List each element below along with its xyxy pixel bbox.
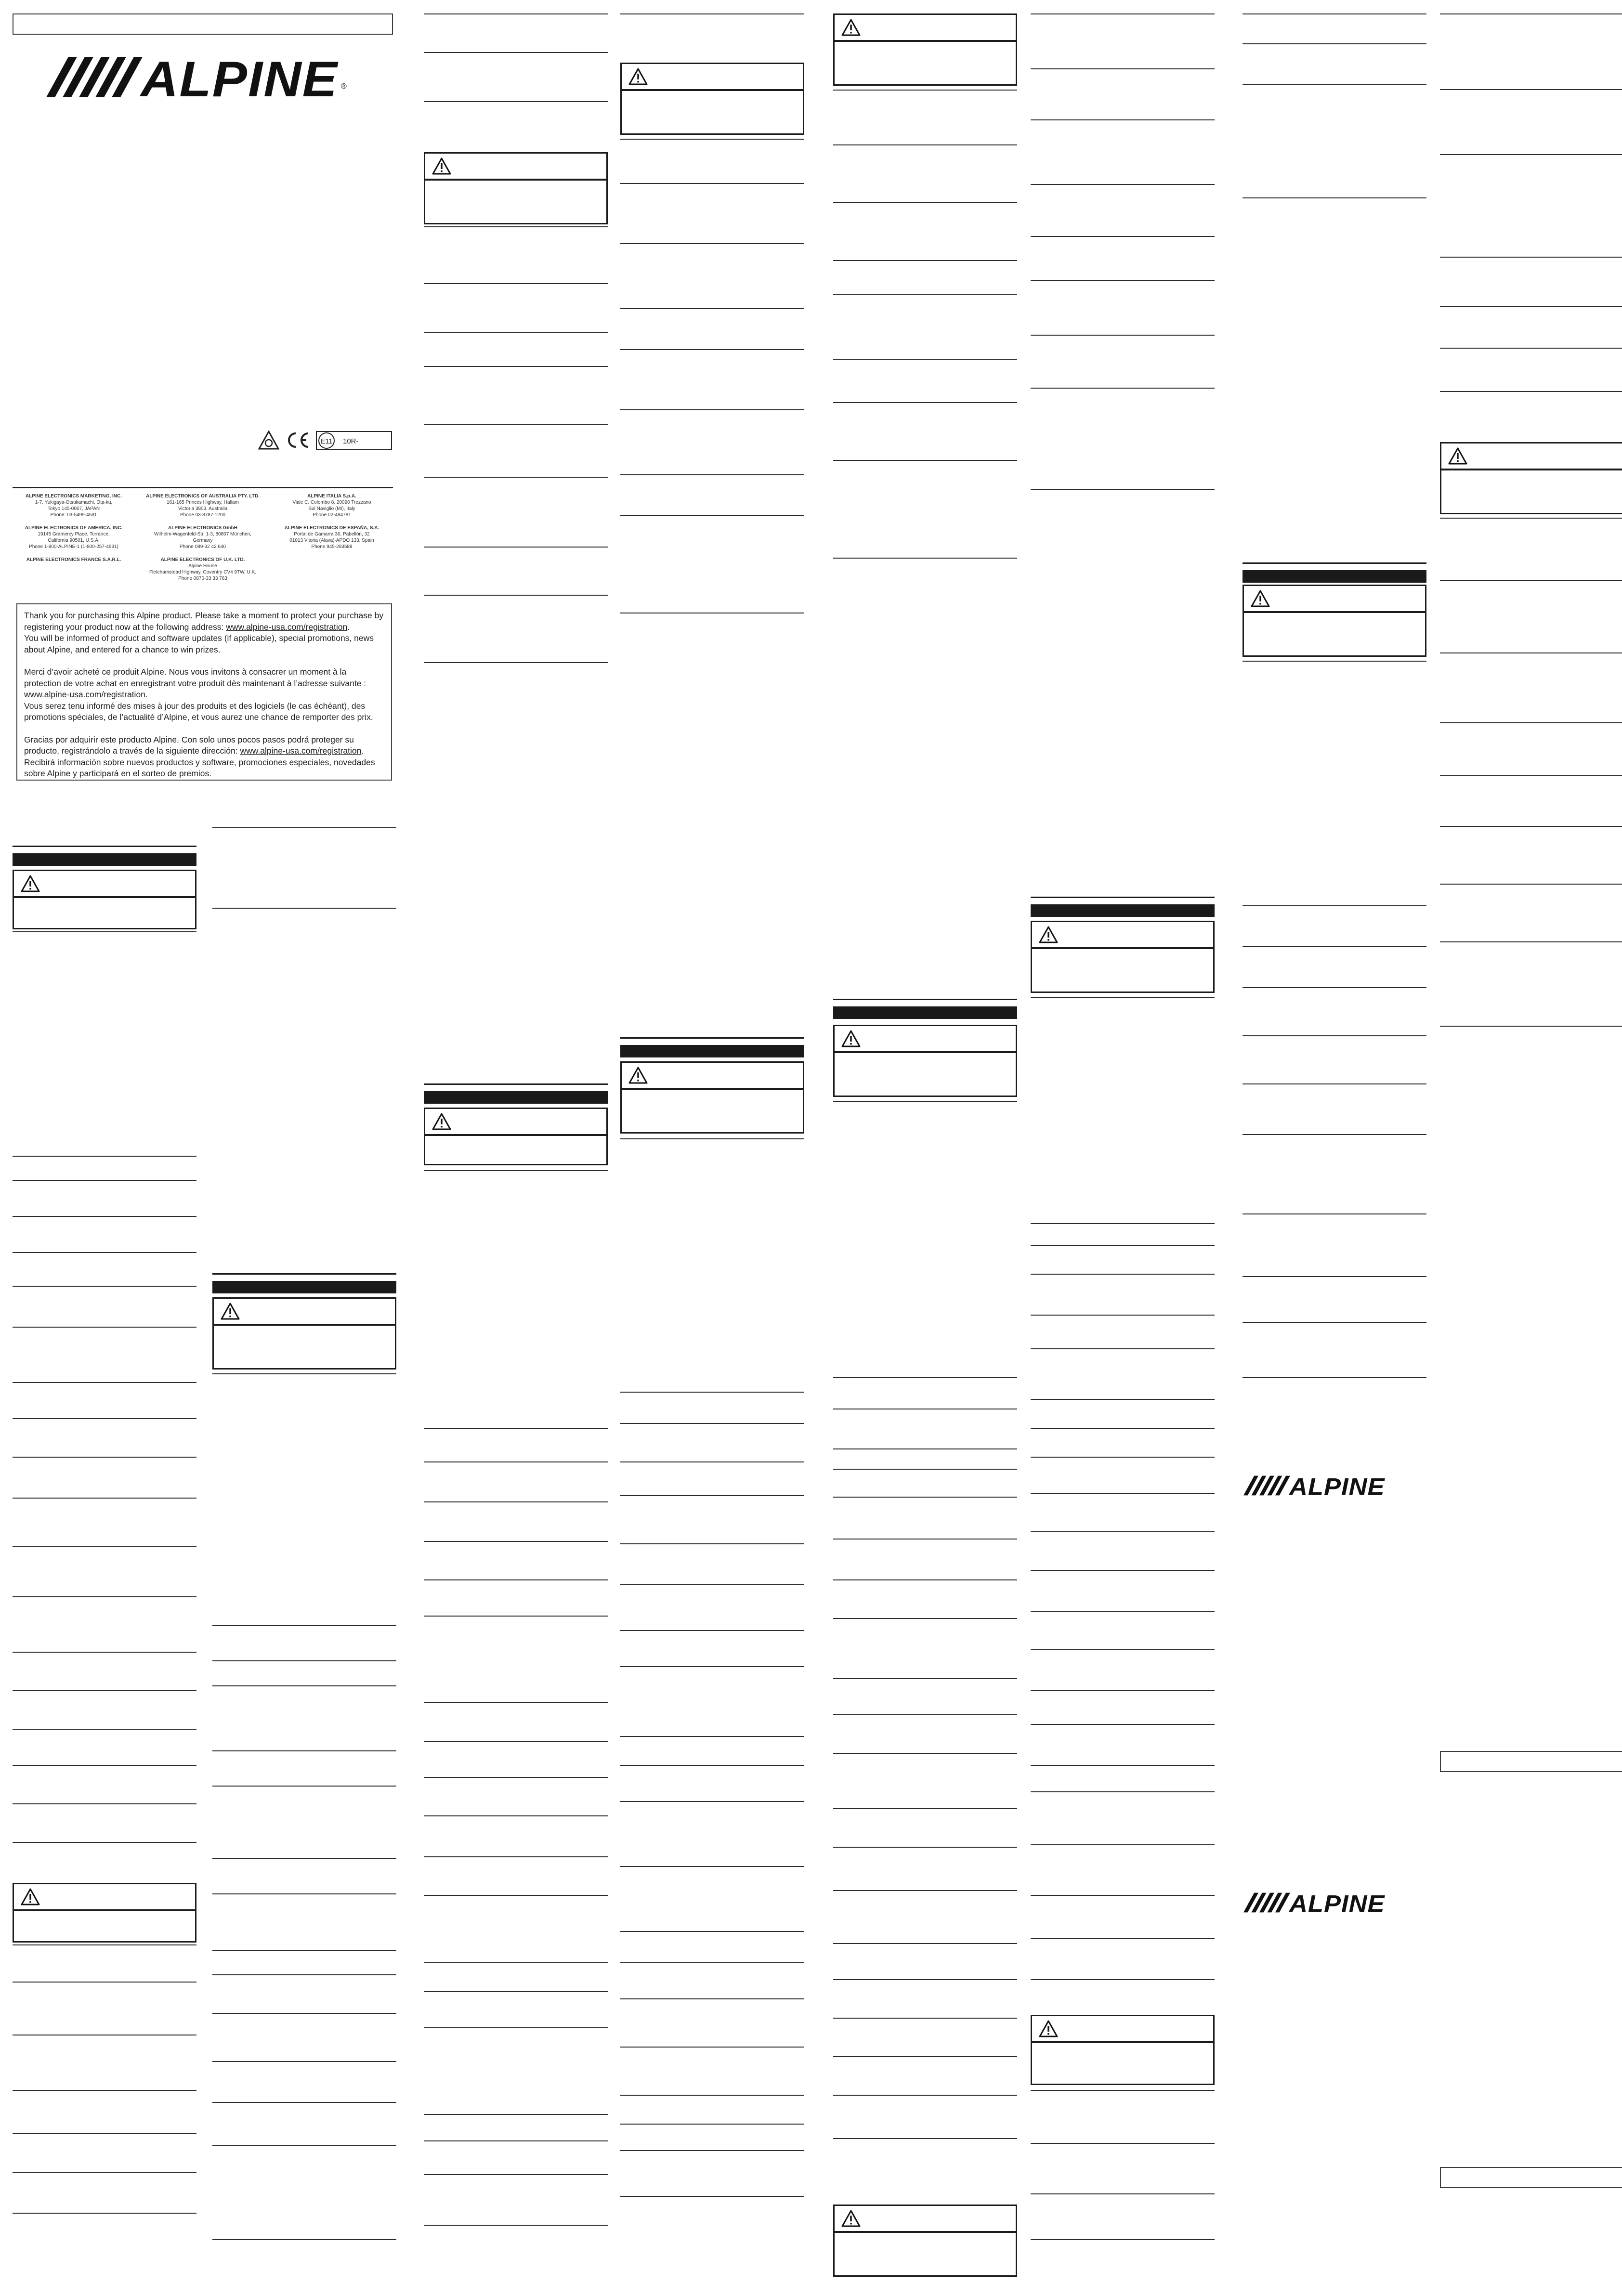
divider-rule bbox=[1031, 1724, 1215, 1725]
divider-rule bbox=[13, 1596, 196, 1597]
model-number-box bbox=[1440, 1751, 1622, 1772]
section-heading-bar bbox=[1031, 904, 1215, 917]
divider-rule bbox=[13, 1842, 196, 1843]
divider-rule bbox=[13, 1327, 196, 1328]
divider-rule bbox=[13, 1216, 196, 1217]
warning-triangle-icon bbox=[841, 1030, 861, 1047]
divider-rule bbox=[424, 1501, 608, 1502]
registration-en: Thank you for purchasing this Alpine product. Please take a moment to protect your purchase by registering your product now at the following address: www.alpine-usa.com/registration. You will be informed of product and software updates (if applicable), special promotions, news about Alpine, and entered for a chance to win prizes. bbox=[24, 611, 384, 654]
divider-rule bbox=[833, 202, 1017, 203]
divider-rule bbox=[833, 144, 1017, 145]
divider-rule bbox=[13, 1418, 196, 1419]
divider-rule bbox=[1440, 652, 1622, 653]
divider-rule bbox=[1031, 1245, 1215, 1246]
divider-rule bbox=[1440, 722, 1622, 723]
warning-triangle-icon bbox=[841, 2210, 861, 2227]
e-mark-icon bbox=[316, 430, 393, 452]
warning-box bbox=[1243, 585, 1426, 657]
svg-text:E11: E11 bbox=[320, 437, 333, 445]
model-number-box bbox=[1440, 2167, 1622, 2188]
divider-rule bbox=[833, 460, 1017, 461]
divider-rule bbox=[1031, 1791, 1215, 1792]
svg-text:10R-: 10R- bbox=[343, 437, 359, 445]
divider-rule bbox=[212, 1974, 396, 1975]
divider-rule bbox=[1440, 884, 1622, 885]
section-top-rule bbox=[1243, 562, 1426, 564]
divider-rule bbox=[833, 1469, 1017, 1470]
section-heading-bar bbox=[1243, 570, 1426, 583]
divider-rule bbox=[833, 1448, 1017, 1449]
divider-rule bbox=[1031, 335, 1215, 336]
warning-header bbox=[835, 2206, 1016, 2233]
warning-box bbox=[620, 63, 804, 135]
divider-rule bbox=[620, 1543, 804, 1544]
warning-triangle-icon bbox=[432, 1113, 451, 1130]
divider-rule bbox=[1031, 1223, 1215, 1224]
divider-rule bbox=[833, 1618, 1017, 1619]
warning-header bbox=[14, 871, 195, 898]
divider-rule bbox=[833, 2018, 1017, 2019]
address-entry: ALPINE ELECTRONICS MARKETING, INC. 1-7, Yukigaya-Otsukamachi, Ota-ku, Tokyo 145-0067, JAPAN Phone: 03-5499-4531 bbox=[25, 494, 122, 518]
section-top-rule bbox=[1031, 897, 1215, 898]
divider-rule bbox=[212, 2013, 396, 2014]
divider-rule bbox=[424, 1815, 608, 1816]
divider-rule bbox=[424, 1962, 608, 1963]
divider-rule bbox=[1243, 661, 1426, 662]
warning-triangle-icon bbox=[21, 875, 40, 892]
warning-header bbox=[622, 64, 803, 91]
section-top-rule bbox=[212, 1273, 396, 1275]
warning-box bbox=[212, 1297, 396, 1370]
divider-rule bbox=[833, 1808, 1017, 1809]
divider-rule bbox=[424, 226, 608, 227]
divider-rule bbox=[620, 183, 804, 184]
divider-rule bbox=[1031, 1611, 1215, 1612]
divider-rule bbox=[424, 2174, 608, 2175]
registration-fr: Merci d’avoir acheté ce produit Alpine. Nous vous invitons à consacrer un moment à la protection de votre achat en enregistrant votre produit dès maintenant à l’adresse suivante : www.alpine-usa.com/registration. Vous serez tenu informé des mises à jour des produits et des logiciels (le cas échéant), des promotions spéciales, de l’actualité d’Alpine, et vous aurez une chance de remporter des prix. bbox=[24, 667, 373, 722]
divider-rule bbox=[424, 424, 608, 425]
alpine-logo bbox=[46, 53, 354, 101]
divider-rule bbox=[1031, 1690, 1215, 1691]
section-top-rule bbox=[13, 846, 196, 847]
divider-rule bbox=[13, 1803, 196, 1804]
warning-triangle-icon bbox=[221, 1303, 240, 1320]
divider-rule bbox=[1440, 13, 1622, 14]
divider-rule bbox=[1031, 2239, 1215, 2240]
divider-rule bbox=[620, 1736, 804, 1737]
section-heading-bar bbox=[212, 1281, 396, 1293]
divider-rule bbox=[1440, 257, 1622, 258]
registration-link[interactable]: www.alpine-usa.com/registration bbox=[240, 746, 362, 756]
divider-rule bbox=[212, 2239, 396, 2240]
divider-rule bbox=[424, 1579, 608, 1580]
divider-rule bbox=[1440, 775, 1622, 776]
divider-rule bbox=[1243, 84, 1426, 85]
divider-rule bbox=[13, 1286, 196, 1287]
divider-rule bbox=[13, 1180, 196, 1181]
divider-rule bbox=[1031, 1895, 1215, 1896]
section-heading-bar bbox=[424, 1091, 608, 1104]
divider-rule bbox=[424, 1777, 608, 1778]
warning-triangle-icon bbox=[432, 157, 451, 175]
divider-rule bbox=[833, 260, 1017, 261]
divider-rule bbox=[424, 2225, 608, 2226]
divider-rule bbox=[1031, 13, 1215, 14]
svg-text:ALPINE: ALPINE bbox=[1288, 1891, 1385, 1915]
divider-rule bbox=[424, 1461, 608, 1462]
warning-triangle-icon bbox=[628, 1067, 648, 1084]
divider-rule bbox=[1243, 987, 1426, 988]
divider-rule bbox=[13, 1457, 196, 1458]
divider-rule bbox=[424, 1741, 608, 1742]
divider-rule bbox=[212, 1950, 396, 1951]
alpine-logo-small bbox=[1243, 1474, 1393, 1498]
warning-triangle-icon bbox=[21, 1888, 40, 1905]
divider-rule bbox=[1243, 1377, 1426, 1378]
divider-rule bbox=[1031, 1428, 1215, 1429]
divider-rule bbox=[833, 1101, 1017, 1102]
divider-rule bbox=[424, 101, 608, 102]
divider-rule bbox=[833, 1579, 1017, 1580]
divider-rule bbox=[424, 595, 608, 596]
address-top-rule bbox=[13, 487, 393, 488]
divider-rule bbox=[1440, 826, 1622, 827]
divider-rule bbox=[1031, 68, 1215, 69]
divider-rule bbox=[620, 1392, 804, 1393]
svg-text:ALPINE: ALPINE bbox=[1288, 1474, 1385, 1498]
address-entry: ALPINE ELECTRONICS OF U.K. LTD. Alpine House Fletchamstead Highway, Coventry CV4 9TW, U.K. Phone 0870-33 33 763 bbox=[149, 557, 257, 581]
warning-header bbox=[622, 1063, 803, 1090]
divider-rule bbox=[424, 2114, 608, 2115]
divider-rule bbox=[620, 409, 804, 410]
divider-rule bbox=[424, 2027, 608, 2028]
divider-rule bbox=[13, 2090, 196, 2091]
divider-rule bbox=[212, 1625, 396, 1626]
divider-rule bbox=[1440, 306, 1622, 307]
divider-rule bbox=[212, 1893, 396, 1894]
alpine-logo-small bbox=[1243, 1891, 1393, 1915]
divider-rule bbox=[13, 1546, 196, 1547]
warning-triangle-icon bbox=[841, 19, 861, 36]
divider-rule bbox=[620, 1423, 804, 1424]
divider-rule bbox=[424, 1895, 608, 1896]
divider-rule bbox=[833, 558, 1017, 559]
divider-rule bbox=[1243, 43, 1426, 44]
address-block bbox=[13, 493, 393, 588]
logo-wordmark: ALPINE bbox=[139, 53, 339, 101]
divider-rule bbox=[620, 2124, 804, 2125]
divider-rule bbox=[212, 1858, 396, 1859]
warning-header bbox=[1244, 586, 1425, 613]
divider-rule bbox=[620, 308, 804, 309]
divider-rule bbox=[1243, 1322, 1426, 1323]
divider-rule bbox=[833, 402, 1017, 403]
divider-rule bbox=[620, 349, 804, 350]
ce-mark-icon bbox=[285, 430, 310, 450]
divider-rule bbox=[620, 1765, 804, 1766]
divider-rule bbox=[833, 1714, 1017, 1715]
divider-rule bbox=[620, 139, 804, 140]
divider-rule bbox=[13, 1652, 196, 1653]
warning-header bbox=[1441, 444, 1622, 470]
divider-rule bbox=[620, 1801, 804, 1802]
divider-rule bbox=[13, 2133, 196, 2134]
divider-rule bbox=[833, 2095, 1017, 2096]
divider-rule bbox=[13, 1690, 196, 1691]
divider-rule bbox=[620, 1584, 804, 1585]
divider-rule bbox=[424, 1170, 608, 1171]
divider-rule bbox=[424, 2140, 608, 2141]
divider-rule bbox=[1031, 1274, 1215, 1275]
warning-box bbox=[833, 1025, 1017, 1097]
divider-rule bbox=[13, 1765, 196, 1766]
divider-rule bbox=[1243, 1083, 1426, 1084]
registration-es: Gracias por adquirir este producto Alpine. Con solo unos pocos pasos podrá proteger su producto, registrándolo a través de la siguiente dirección: www.alpine-usa.com/registration. Recibirá información sobre nuevos productos y software, promociones especiales, novedades sobre Alpine y participará en el sorteo de premios. bbox=[24, 734, 375, 778]
divider-rule bbox=[13, 2172, 196, 2173]
divider-rule bbox=[833, 1979, 1017, 1980]
divider-rule bbox=[212, 1786, 396, 1787]
warning-box bbox=[1440, 442, 1622, 514]
divider-rule bbox=[1440, 580, 1622, 581]
divider-rule bbox=[1031, 2143, 1215, 2144]
divider-rule bbox=[833, 1847, 1017, 1848]
warning-header bbox=[425, 154, 606, 181]
divider-rule bbox=[620, 1495, 804, 1496]
divider-rule bbox=[424, 332, 608, 333]
divider-rule bbox=[424, 283, 608, 284]
divider-rule bbox=[620, 1962, 804, 1963]
divider-rule bbox=[1031, 1570, 1215, 1571]
warning-header bbox=[835, 15, 1016, 42]
divider-rule bbox=[424, 662, 608, 663]
divider-rule bbox=[13, 1729, 196, 1730]
registration-link[interactable]: www.alpine-usa.com/registration bbox=[24, 690, 145, 699]
divider-rule bbox=[1031, 1765, 1215, 1766]
address-entry: ALPINE ELECTRONICS DE ESPAÑA, S.A. Portal de Gamarra 36, Pabellón, 32 01013 Vitoria (Alava)-APDO 133, Spain Phone 945-283588 bbox=[284, 525, 379, 549]
divider-rule bbox=[13, 1156, 196, 1157]
divider-rule bbox=[424, 1702, 608, 1703]
divider-rule bbox=[1243, 946, 1426, 947]
divider-rule bbox=[620, 13, 804, 14]
divider-rule bbox=[1031, 489, 1215, 490]
divider-rule bbox=[1031, 1493, 1215, 1494]
divider-rule bbox=[1440, 348, 1622, 349]
warning-box bbox=[1031, 2015, 1215, 2085]
registered-mark: ® bbox=[341, 82, 347, 91]
divider-rule bbox=[1031, 1457, 1215, 1458]
rcm-mark-icon bbox=[258, 430, 279, 450]
divider-rule bbox=[1243, 905, 1426, 906]
divider-rule bbox=[212, 2102, 396, 2103]
divider-rule bbox=[1031, 1531, 1215, 1532]
model-number-box bbox=[13, 13, 393, 35]
divider-rule bbox=[833, 294, 1017, 295]
divider-rule bbox=[1031, 1399, 1215, 1400]
warning-box bbox=[424, 152, 608, 224]
cover-column bbox=[0, 0, 400, 2296]
divider-rule bbox=[424, 1428, 608, 1429]
divider-rule bbox=[1031, 280, 1215, 281]
warning-header bbox=[1032, 922, 1213, 949]
section-top-rule bbox=[424, 1083, 608, 1085]
certification-marks bbox=[258, 430, 393, 452]
divider-rule bbox=[212, 2145, 396, 2146]
section-top-rule bbox=[833, 999, 1017, 1000]
address-entry: ALPINE ITALIA S.p.A. Viale C. Colombo 8, 20090 Trezzano Sul Naviglio (MI), Italy Phone 02-484781 bbox=[292, 494, 371, 518]
divider-rule bbox=[424, 1541, 608, 1542]
divider-rule bbox=[1440, 391, 1622, 392]
warning-header bbox=[425, 1109, 606, 1136]
divider-rule bbox=[833, 1678, 1017, 1679]
divider-rule bbox=[1031, 388, 1215, 389]
divider-rule bbox=[833, 2056, 1017, 2057]
divider-rule bbox=[620, 474, 804, 475]
divider-rule bbox=[212, 1685, 396, 1686]
divider-rule bbox=[620, 1998, 804, 1999]
divider-rule bbox=[1031, 2090, 1215, 2091]
divider-rule bbox=[1031, 184, 1215, 185]
warning-box bbox=[13, 1883, 196, 1943]
warning-box bbox=[1031, 921, 1215, 993]
warning-triangle-icon bbox=[1039, 2020, 1058, 2037]
divider-rule bbox=[1440, 1026, 1622, 1027]
divider-rule bbox=[424, 1856, 608, 1857]
warning-box bbox=[833, 13, 1017, 86]
divider-rule bbox=[1243, 1134, 1426, 1135]
divider-rule bbox=[1031, 119, 1215, 120]
divider-rule bbox=[1440, 518, 1622, 519]
divider-rule bbox=[424, 366, 608, 367]
divider-rule bbox=[1031, 1938, 1215, 1939]
divider-rule bbox=[13, 931, 196, 932]
divider-rule bbox=[620, 2196, 804, 2197]
divider-rule bbox=[1031, 1348, 1215, 1349]
address-entry: ALPINE ELECTRONICS OF AMERICA, INC. 19145 Gramercy Place, Torrance, California 90501, U.S.A. Phone 1-800-ALPINE-1 (1-800-257-4631) bbox=[25, 525, 123, 549]
address-entry: ALPINE ELECTRONICS GmbH Wilhelm-Wagenfeld-Str. 1-3, 80807 München, Germany Phone 089-32 42 640 bbox=[154, 525, 251, 549]
divider-rule bbox=[424, 547, 608, 548]
divider-rule bbox=[424, 52, 608, 53]
warning-header bbox=[214, 1299, 395, 1326]
divider-rule bbox=[833, 90, 1017, 91]
warning-triangle-icon bbox=[1448, 447, 1467, 465]
divider-rule bbox=[1031, 236, 1215, 237]
divider-rule bbox=[212, 908, 396, 909]
divider-rule bbox=[13, 1982, 196, 1983]
warning-box bbox=[13, 870, 196, 929]
warning-box bbox=[833, 2205, 1017, 2277]
divider-rule bbox=[620, 2150, 804, 2151]
divider-rule bbox=[833, 1497, 1017, 1498]
warning-header bbox=[14, 1884, 195, 1911]
divider-rule bbox=[620, 1931, 804, 1932]
divider-rule bbox=[1031, 997, 1215, 998]
divider-rule bbox=[1440, 154, 1622, 155]
divider-rule bbox=[1440, 941, 1622, 942]
warning-header bbox=[1032, 2016, 1213, 2043]
divider-rule bbox=[13, 1252, 196, 1253]
divider-rule bbox=[1440, 89, 1622, 90]
divider-rule bbox=[620, 1461, 804, 1462]
section-heading-bar bbox=[833, 1006, 1017, 1019]
divider-rule bbox=[620, 243, 804, 244]
divider-rule bbox=[212, 1750, 396, 1751]
warning-triangle-icon bbox=[628, 68, 648, 85]
divider-rule bbox=[13, 2213, 196, 2214]
divider-rule bbox=[1031, 1979, 1215, 1980]
divider-rule bbox=[1243, 13, 1426, 14]
warning-box bbox=[424, 1108, 608, 1165]
divider-rule bbox=[620, 2095, 804, 2096]
divider-rule bbox=[424, 477, 608, 478]
divider-rule bbox=[833, 1377, 1017, 1378]
warning-triangle-icon bbox=[1251, 590, 1270, 607]
divider-rule bbox=[620, 1866, 804, 1867]
divider-rule bbox=[833, 359, 1017, 360]
divider-rule bbox=[212, 1660, 396, 1661]
divider-rule bbox=[833, 2138, 1017, 2139]
divider-rule bbox=[13, 1498, 196, 1499]
section-heading-bar bbox=[13, 853, 196, 866]
divider-rule bbox=[424, 1616, 608, 1617]
address-entry: ALPINE ELECTRONICS FRANCE S.A.R.L. bbox=[26, 557, 121, 562]
divider-rule bbox=[424, 13, 608, 14]
registration-notice bbox=[16, 603, 392, 781]
divider-rule bbox=[13, 1382, 196, 1383]
divider-rule bbox=[833, 1890, 1017, 1891]
divider-rule bbox=[212, 2061, 396, 2062]
divider-rule bbox=[13, 1944, 196, 1945]
section-heading-bar bbox=[620, 1045, 804, 1057]
divider-rule bbox=[833, 1753, 1017, 1754]
divider-rule bbox=[212, 1373, 396, 1374]
divider-rule bbox=[1031, 1844, 1215, 1845]
divider-rule bbox=[620, 1138, 804, 1139]
divider-rule bbox=[424, 1991, 608, 1992]
divider-rule bbox=[620, 2047, 804, 2048]
warning-triangle-icon bbox=[1039, 926, 1058, 943]
divider-rule bbox=[1243, 1035, 1426, 1036]
divider-rule bbox=[1031, 1649, 1215, 1650]
divider-rule bbox=[620, 1666, 804, 1667]
warning-box bbox=[620, 1061, 804, 1134]
divider-rule bbox=[1243, 1276, 1426, 1277]
divider-rule bbox=[1243, 1213, 1426, 1214]
divider-rule bbox=[1243, 197, 1426, 198]
divider-rule bbox=[833, 1943, 1017, 1944]
registration-link[interactable]: www.alpine-usa.com/registration bbox=[226, 622, 348, 632]
divider-rule bbox=[620, 515, 804, 516]
divider-rule bbox=[1031, 2193, 1215, 2194]
divider-rule bbox=[212, 827, 396, 828]
warning-header bbox=[835, 1026, 1016, 1053]
address-entry: ALPINE ELECTRONICS OF AUSTRALIA PTY. LTD. 161-165 Princes Highway, Hallam Victoria 3803, Australia Phone 03-8787-1200 bbox=[146, 494, 260, 518]
section-top-rule bbox=[620, 1037, 804, 1039]
divider-rule bbox=[620, 1630, 804, 1631]
divider-rule bbox=[1031, 1315, 1215, 1316]
